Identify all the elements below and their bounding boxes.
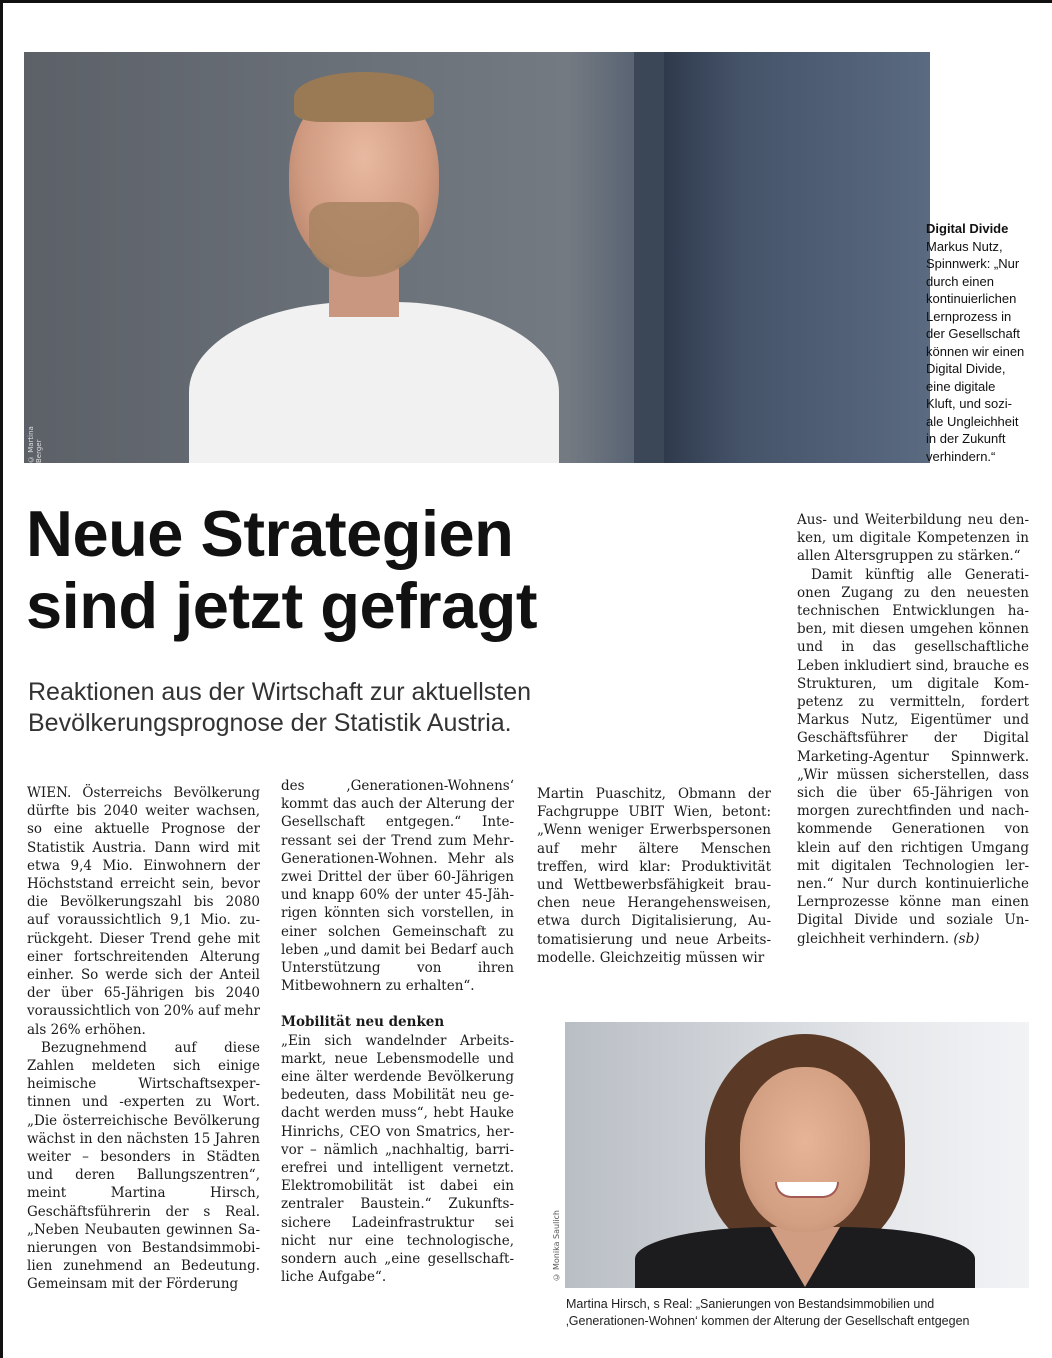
photo-person-beard [309,202,419,277]
photo-person-hair [294,72,434,122]
photo-person-shirt [189,302,559,463]
body-column-4 [797,511,1029,948]
caption-text: Markus Nutz, Spinnwerk: „Nur durch einen kontinuierlichen Lernprozess in der Gesellschaft können wir einen Digital Divide, eine digitale Kluft, und sozi- ale Ungleichheit in der Zukunft verhindern.“ [926,238,1025,464]
portrait-photo-martina-hirsch [565,1022,1029,1288]
paragraph: des ‚Generationen-Wohnens‘ kommt das auch der Alterung der Gesellschaft entgegen.“ Interessant sei der Trend zum Mehr-Generationen-Wohnen. Mehr als zwei Drittel der über 60-Jährigen und knapp 60% der unter 45-Jährigen könnten sich vorstellen, in einer solchen Gemeinschaft zu leben „und damit bei Bedarf auch Unterstützung von ihren Mitbewohnern zu erhalten“. [281,778,514,995]
photo-credit-top: © Martina Berger [27,426,43,463]
paragraph-text: Damit künftig alle Generationen Zugang zu den neuesten technischen Entwicklungen haben, mit diesen umgehen können und in das gesellschaftliche Leben inkludiert sind, brauche es Strukturen, um digitale Kompetenz zu vermitteln, fordert Markus Nutz, Eigentümer und Geschäftsführer der Digital Marketing-Agentur Spinnwerk. „Wir müssen sicherstellen, dass sich die über 65-Jährigen von morgen zurechtfinden und nachkommende Generationen von klein auf den richtigen Umgang mit digitalen Technologien lernen.“ Nur durch kontinuierliche Lernprozesse könne man einen Digital Divide und soziale Ungleichheit verhindern. [797,566,1029,947]
headline-line-1: Neue Strategien [26,497,514,570]
photo-wall-panel [664,52,930,463]
article-subheadline [28,677,768,739]
page-border-left [0,0,3,1358]
subheadline-line-2: Bevölkerungsprognose der Statistik Austria. [28,709,512,737]
paragraph: Bezugnehmend auf diese Zahlen meldeten sich einige heimische Wirtschaftsexpertinnen und -experten zu Wort. „Die österreichische Bevölkerung wächst in den nächsten 15 Jahren weiter – besonders in Städten und deren Ballungszentren“, meint Martina Hirsch, Geschäftsführerin der s Real. „Neben Neubauten gewinnen Sanierungen von Bestandsimmobilien zunehmend an Bedeutung. Gemeinsam mit der Förderung [27,1039,260,1293]
paragraph: Martin Puaschitz, Obmann der Fachgruppe UBIT Wien, betont: „Wenn weniger Erwerbspersonen auf mehr ältere Menschen treffen, wird klar: Produktivität und Wettbewerbsfähigkeit brauchen neue Herangehensweisen, etwa durch Digitalisierung, Automatisierung und neue Arbeitsmodelle. Gleichzeitig müssen wir [537,786,771,966]
paragraph [797,566,1029,948]
photo-person-face [740,1067,870,1232]
author-signature: (sb) [953,930,980,947]
body-column-1 [27,784,260,1294]
section-heading: Mobilität neu denken [281,1014,445,1031]
photo-caption-top [926,220,1038,465]
photo-credit-bottom: © Monika Saulich [552,1210,561,1282]
portrait-photo-markus-nutz [24,52,930,463]
paragraph: WIEN. Österreichs Bevölkerung dürfte bis 2040 weiter wachsen, so eine aktuelle Prognose der Statistik Austria. Dann wird mit etwa 9,4 Mio. Einwohnern der Höchststand erreicht sein, bevor die Bevölkerungszahl bis 2080 auf voraussichtlich 9,1 Mio. zurückgeht. Dieser Trend gehe mit einer fortschreitenden Alterung einher. So werde sich der Anteil der über 65-Jährigen bis 2040 voraussichtlich von 20% auf mehr als 26% erhöhen. [27,785,260,1038]
page-border-top [0,0,1052,3]
paragraph: Aus- und Weiterbildung neu denken, um digitale Kompetenzen in allen Altersgruppen zu stärken.“ [797,512,1029,565]
paragraph: „Ein sich wandelnder Arbeitsmarkt, neue Lebensmodelle und eine älter werdende Bevölkerung bedeuten, dass Mobilität neu gedacht werden muss“, hebt Hauke Hinrichs, CEO von Smatrics, hervor – nämlich „nachhaltig, barrierefrei und intelligent vernetzt. Elektromobilität ist dabei ein zentraler Baustein.“ Zukunftssichere Ladeinfrastruktur sei nicht nur eine technologische, sondern auch „eine gesellschaftliche Aufgabe“. [281,1032,514,1286]
subheadline-line-1: Reaktionen aus der Wirtschaft zur aktuellsten [28,678,532,706]
body-column-3 [537,785,771,967]
headline-line-2: sind jetzt gefragt [26,569,538,642]
section-mobility [281,1013,514,1286]
photo-person-smile [775,1182,839,1198]
article-headline [26,498,766,642]
photo-caption-bottom: Martina Hirsch, s Real: „Sanierungen von Bestandsimmobilien und ‚Generationen-Wohnen‘ kommen der Alterung der Gesellschaft entgegen [566,1297,970,1328]
caption-title: Digital Divide [926,221,1009,236]
photo-door-edge [634,52,664,463]
body-column-2 [281,777,514,1286]
